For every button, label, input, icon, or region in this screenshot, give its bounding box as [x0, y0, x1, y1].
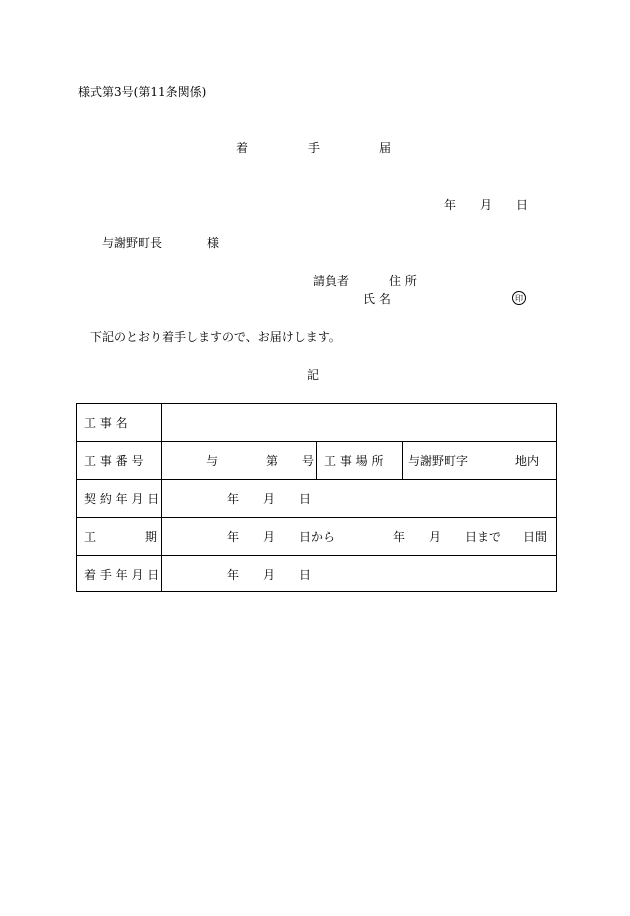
contract-day: 日 [299, 492, 312, 506]
cell-divider [402, 441, 403, 479]
form-number: 様式第3号(第11条関係) [78, 85, 207, 99]
start-date-label: 着 手 年 月 日 [84, 568, 160, 582]
addressee-honorific: 様 [207, 236, 220, 250]
work-number-dai: 第 [266, 454, 279, 468]
contract-month: 月 [263, 492, 276, 506]
title-char-2: 手 [308, 141, 321, 155]
seal-mark: 印 [512, 291, 526, 305]
period-end-day: 日まで [465, 530, 502, 544]
title-char-1: 着 [236, 141, 249, 155]
date-month: 月 [480, 198, 493, 212]
notification-table [76, 403, 557, 592]
applicant-label: 請負者 [313, 274, 350, 288]
contract-date-label: 契 約 年 月 日 [84, 492, 160, 506]
contract-year: 年 [227, 492, 240, 506]
date-year: 年 [444, 198, 457, 212]
addressee-name: 与謝野町長 [102, 236, 163, 250]
date-day: 日 [516, 198, 529, 212]
row-divider [77, 479, 556, 480]
work-number-label: 工 事 番 号 [84, 454, 144, 468]
intro-text: 下記のとおり着手しますので、お届けします。 [90, 330, 341, 344]
work-site-chinai: 地内 [515, 454, 540, 468]
ki-heading: 記 [307, 368, 320, 382]
work-site-label: 工 事 場 所 [324, 454, 384, 468]
period-label-2: 期 [145, 530, 158, 544]
period-start-year: 年 [227, 530, 240, 544]
period-days: 日間 [523, 530, 548, 544]
row-divider [77, 517, 556, 518]
title-char-3: 届 [379, 141, 392, 155]
period-end-year: 年 [393, 530, 406, 544]
work-name-field[interactable] [162, 405, 556, 440]
row-divider [77, 555, 556, 556]
work-site-town: 与謝野町字 [408, 454, 469, 468]
period-start-month: 月 [263, 530, 276, 544]
start-year: 年 [227, 568, 240, 582]
work-number-go: 号 [302, 454, 315, 468]
period-end-month: 月 [429, 530, 442, 544]
period-label-1: 工 [84, 530, 97, 544]
start-month: 月 [263, 568, 276, 582]
start-day: 日 [299, 568, 312, 582]
period-start-day: 日から [299, 530, 336, 544]
address-label: 住 所 [389, 274, 417, 288]
work-number-prefix: 与 [206, 454, 219, 468]
cell-divider [316, 441, 317, 479]
name-label: 氏 名 [363, 292, 391, 306]
work-name-label: 工 事 名 [84, 416, 128, 430]
